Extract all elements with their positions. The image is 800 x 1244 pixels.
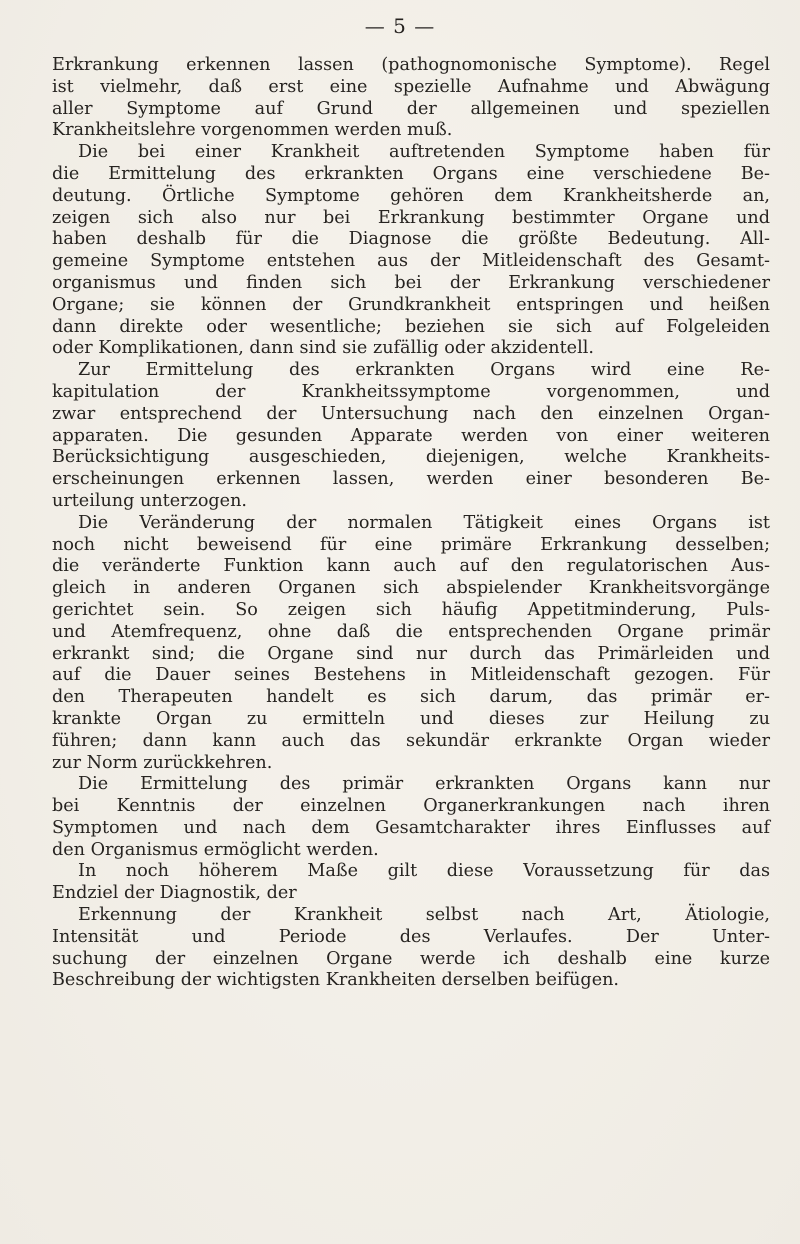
body-text bbox=[52, 55, 770, 992]
text-line: gleich in anderen Organen sich abspielender Krankheitsvorgänge bbox=[52, 578, 770, 599]
text-line: urteilung unterzogen. bbox=[52, 490, 248, 511]
text-line: In noch höherem Maße gilt diese Voraussetzung für das bbox=[78, 861, 770, 882]
text-line: Organe; sie können der Grundkrankheit entspringen und heißen bbox=[52, 294, 770, 315]
text-line: zwar entsprechend der Untersuchung nach den einzelnen Organ- bbox=[52, 403, 770, 424]
text-line: die veränderte Funktion kann auch auf den regulatorischen Aus- bbox=[52, 556, 770, 577]
text-line: zeigen sich also nur bei Erkrankung bestimmter Organe und bbox=[52, 207, 770, 228]
text-line: organismus und finden sich bei der Erkrankung verschiedener bbox=[52, 272, 770, 293]
text-line: Endziel der Diagnostik, der bbox=[52, 883, 297, 904]
text-line: den Organismus ermöglicht werden. bbox=[52, 839, 379, 860]
text-line: deutung. Örtliche Symptome gehören dem Krankheitsherde an, bbox=[52, 185, 770, 206]
text-line: Berücksichtigung ausgeschieden, diejenigen, welche Krankheits- bbox=[52, 447, 770, 468]
text-line: auf die Dauer seines Bestehens in Mitleidenschaft gezogen. Für bbox=[52, 665, 770, 686]
text-line: kapitulation der Krankheitssymptome vorgenommen, und bbox=[52, 381, 770, 402]
text-line: Die Veränderung der normalen Tätigkeit eines Organs ist bbox=[78, 512, 770, 533]
text-line: führen; dann kann auch das sekundär erkrankte Organ wieder bbox=[52, 730, 770, 751]
text-line: noch nicht beweisend für eine primäre Erkrankung desselben; bbox=[52, 534, 770, 555]
text-line: Krankheitslehre vorgenommen werden muß. bbox=[52, 120, 453, 141]
text-line: suchung der einzelnen Organe werde ich deshalb eine kurze bbox=[52, 948, 770, 969]
text-line: erscheinungen erkennen lassen, werden einer besonderen Be- bbox=[52, 469, 770, 490]
text-line: apparaten. Die gesunden Apparate werden von einer weiteren bbox=[52, 425, 770, 446]
text-line: Symptomen und nach dem Gesamtcharakter ihres Einflusses auf bbox=[52, 817, 770, 838]
text-line: Erkrankung erkennen lassen (pathognomonische Symptome). Regel bbox=[52, 55, 770, 75]
text-line: Beschreibung der wichtigsten Krankheiten derselben beifügen. bbox=[52, 970, 620, 991]
text-line: oder Komplikationen, dann sind sie zufällig oder akzidentell. bbox=[52, 338, 594, 359]
text-line: ist vielmehr, daß erst eine spezielle Aufnahme und Abwägung bbox=[52, 76, 770, 97]
text-line: Die bei einer Krankheit auftretenden Symptome haben für bbox=[78, 142, 770, 163]
text-line: aller Symptome auf Grund der allgemeinen und speziellen bbox=[52, 98, 770, 119]
text-line: erkrankt sind; die Organe sind nur durch das Primärleiden und bbox=[52, 643, 770, 664]
text-line: und Atemfrequenz, ohne daß die entsprechenden Organe primär bbox=[52, 621, 770, 642]
text-line: Die Ermittelung des primär erkrankten Organs kann nur bbox=[78, 774, 770, 795]
text-line: haben deshalb für die Diagnose die größte Bedeutung. All- bbox=[52, 229, 770, 250]
text-line: Zur Ermittelung des erkrankten Organs wird eine Re- bbox=[78, 360, 770, 381]
text-line: krankte Organ zu ermitteln und dieses zur Heilung zu bbox=[52, 708, 770, 729]
page-number: — 5 — bbox=[364, 14, 436, 38]
text-line: Intensität und Periode des Verlaufes. Der Unter- bbox=[52, 926, 770, 947]
text-line: bei Kenntnis der einzelnen Organerkrankungen nach ihren bbox=[52, 796, 770, 817]
text-line: gemeine Symptome entstehen aus der Mitleidenschaft des Gesamt- bbox=[52, 251, 770, 272]
text-line: die Ermittelung des erkrankten Organs eine verschiedene Be- bbox=[52, 163, 770, 184]
text-line: zur Norm zurückkehren. bbox=[52, 752, 273, 773]
text-line: Erkennung der Krankheit selbst nach Art, Ätiologie, bbox=[78, 905, 770, 926]
text-line: dann direkte oder wesentliche; beziehen sie sich auf Folgeleiden bbox=[52, 316, 770, 337]
text-line: den Therapeuten handelt es sich darum, das primär er- bbox=[52, 687, 770, 708]
text-line: gerichtet sein. So zeigen sich häufig Appetitminderung, Puls- bbox=[52, 599, 770, 620]
